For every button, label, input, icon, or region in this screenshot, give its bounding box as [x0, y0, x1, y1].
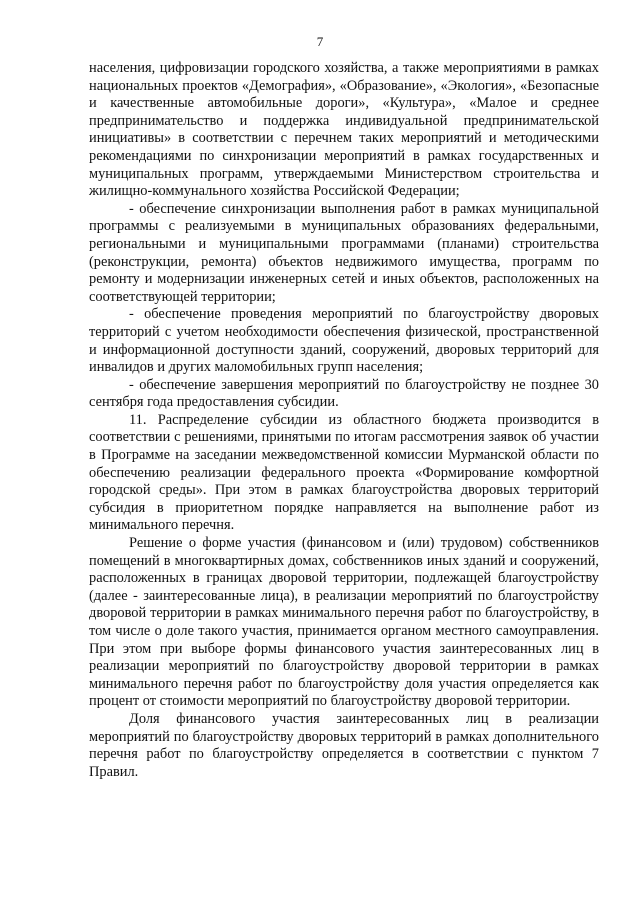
paragraph-continuation: населения, цифровизации городского хозяйства, а также мероприятиями в рамках национальных проектов «Демография», «Образование», «Экология», «Безопасные и качественные автомобильные дороги», «Культура», «Малое и среднее предпринимательство и поддержка индивидуальной предпринимательской инициативы» в соответствии с перечнем таких мероприятий и методическими рекомендациями по синхронизации мероприятий в рамках государственных и муниципальных программ, утверждаемыми Министерством строительства и жилищно-коммунального хозяйства Российской Федерации; — [89, 60, 599, 200]
paragraph-accessibility: - обеспечение проведения мероприятий по благоустройству дворовых территорий с учетом необходимости обеспечения физической, пространственной и информационной доступности зданий, сооружений, дворовых территорий для инвалидов и других маломобильных групп населения; — [89, 306, 599, 376]
paragraph-financial-share: Доля финансового участия заинтересованных лиц в реализации мероприятий по благоустройству дворовых территорий в рамках дополнительного перечня работ по благоустройству определяется в соответствии с пунктом 7 Правил. — [89, 710, 599, 780]
paragraph-sync-programs: - обеспечение синхронизации выполнения работ в рамках муниципальной программы с реализуемыми в муниципальных образованиях федеральными, региональными и муниципальными программами (планами) строительства (реконструкции, ремонта) объектов недвижимого имущества, программ по ремонту и модернизации инженерных сетей и иных объектов, расположенных на соответствующей территории; — [89, 200, 599, 305]
page-number: 7 — [316, 34, 324, 49]
paragraph-participation-form: Решение о форме участия (финансовом и (или) трудовом) собственников помещений в многоквартирных домах, собственников иных зданий и сооружений, расположенных в границах дворовой территории, подлежащей благоустройству (далее - заинтересованные лица), в реализации мероприятий по благоустройству дворовой территории в рамках минимального перечня работ по благоустройству, в том числе о доле такого участия, принимается органом местного самоуправления. При этом при выборе формы финансового участия заинтересованных лиц в реализации мероприятий по благоустройству дворовой территории в рамках минимального перечня работ по благоустройству доля участия определяется как процент от стоимости мероприятий по благоустройству дворовой территории. — [89, 535, 599, 710]
paragraph-deadline: - обеспечение завершения мероприятий по благоустройству не позднее 30 сентября года предоставления субсидии. — [89, 376, 599, 411]
paragraph-item-11: 11. Распределение субсидии из областного бюджета производится в соответствии с решениями, принятыми по итогам рассмотрения заявок об участии в Программе на заседании межведомственной комиссии Мурманской области по обеспечению реализации федерального проекта «Формирование комфортной городской среды». При этом в рамках благоустройства дворовых территорий субсидия в приоритетном порядке направляется на выполнение работ из минимального перечня. — [89, 411, 599, 534]
body-text — [89, 60, 599, 781]
